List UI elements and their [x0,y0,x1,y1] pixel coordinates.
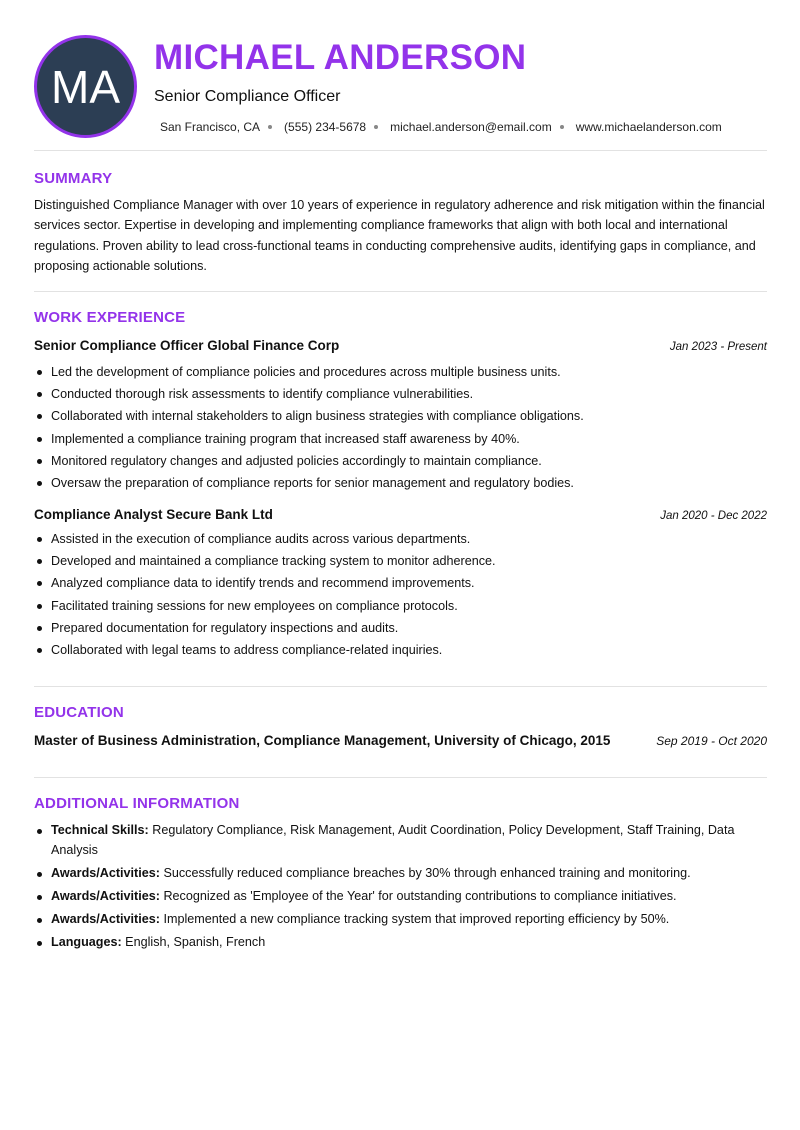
item-label: Awards/Activities: [51,911,160,926]
item-label: Technical Skills: [51,823,149,837]
item-text: Successfully reduced compliance breaches by 30% through enhanced training and monitoring. [159,865,691,880]
section-divider [34,686,767,687]
job-date: Jan 2023 - Present [669,341,767,353]
list-item: Conducted thorough risk assessments to identify compliance vulnerabilities. [51,383,767,405]
contact-bar [160,120,722,134]
list-item [51,933,767,953]
job-header [34,507,767,522]
job-title: Compliance Analyst Secure Bank Ltd [34,507,273,522]
job-header [34,338,767,353]
item-text: Implemented a new compliance tracking system that improved reporting efficiency by 50%. [159,911,670,926]
additional-list [51,821,767,956]
contact-email[interactable]: michael.anderson@email.com [390,120,552,134]
candidate-role: Senior Compliance Officer [154,88,341,105]
section-divider [34,291,767,292]
item-label: Awards/Activities: [51,888,160,903]
candidate-name: MICHAEL ANDERSON [154,38,527,77]
list-item [51,910,767,930]
list-item [51,821,767,860]
job-title: Senior Compliance Officer Global Finance Corp [34,338,340,353]
summary-text: Distinguished Compliance Manager with over 10 years of experience in regulatory adherence and risk mitigation within the financial services sector. Expertise in developing and implementing compliance frameworks that align with both local and international regulations. Proven ability to lead cross-functional teams in conducting comprehensive audits, identifying gaps in compliance, and proposing actionable solutions. [34,198,765,273]
list-item: Collaborated with legal teams to address compliance-related inquiries. [51,639,767,661]
education-degree: Master of Business Administration, Compliance Management, University of Chicago, 2015 [34,733,611,748]
avatar [34,35,137,138]
education-row [34,733,767,748]
list-item: Prepared documentation for regulatory inspections and audits. [51,617,767,639]
list-item: Assisted in the execution of compliance audits across various departments. [51,528,767,550]
job-date: Jan 2020 - Dec 2022 [660,510,767,522]
item-text: English, Spanish, French [121,934,266,949]
separator-dot-icon [374,125,378,129]
list-item: Analyzed compliance data to identify trends and recommend improvements. [51,572,767,594]
section-title-education: EDUCATION [34,704,124,721]
item-text: Recognized as 'Employee of the Year' for outstanding contributions to compliance initiatives. [159,888,677,903]
list-item: Implemented a compliance training program that increased staff awareness by 40%. [51,428,767,450]
list-item: Oversaw the preparation of compliance reports for senior management and regulatory bodies. [51,472,767,494]
contact-website[interactable]: www.michaelanderson.com [575,120,722,134]
education-date: Sep 2019 - Oct 2020 [656,734,767,748]
list-item [51,864,767,884]
list-item: Facilitated training sessions for new employees on compliance protocols. [51,595,767,617]
section-title-experience: WORK EXPERIENCE [34,309,186,326]
section-title-summary: SUMMARY [34,170,113,187]
avatar-initials: MA [51,60,120,113]
item-label: Languages: [51,934,122,949]
list-item: Developed and maintained a compliance tracking system to monitor adherence. [51,550,767,572]
section-divider [34,777,767,778]
item-label: Awards/Activities: [51,865,160,880]
list-item: Led the development of compliance policies and procedures across multiple business units. [51,361,767,383]
list-item [51,887,767,907]
list-item: Collaborated with internal stakeholders to align business strategies with compliance obligations. [51,405,767,427]
job-bullets [51,361,767,494]
contact-phone: (555) 234-5678 [284,120,367,134]
item-text: Regulatory Compliance, Risk Management, Audit Coordination, Policy Development, Staff Training, Data Analysis [51,823,735,857]
section-title-additional: ADDITIONAL INFORMATION [34,795,240,812]
contact-location: San Francisco, CA [160,120,261,134]
job-bullets [51,528,767,661]
list-item: Monitored regulatory changes and adjusted policies accordingly to maintain compliance. [51,450,767,472]
separator-dot-icon [268,125,272,129]
separator-dot-icon [560,125,564,129]
section-divider [34,150,767,151]
